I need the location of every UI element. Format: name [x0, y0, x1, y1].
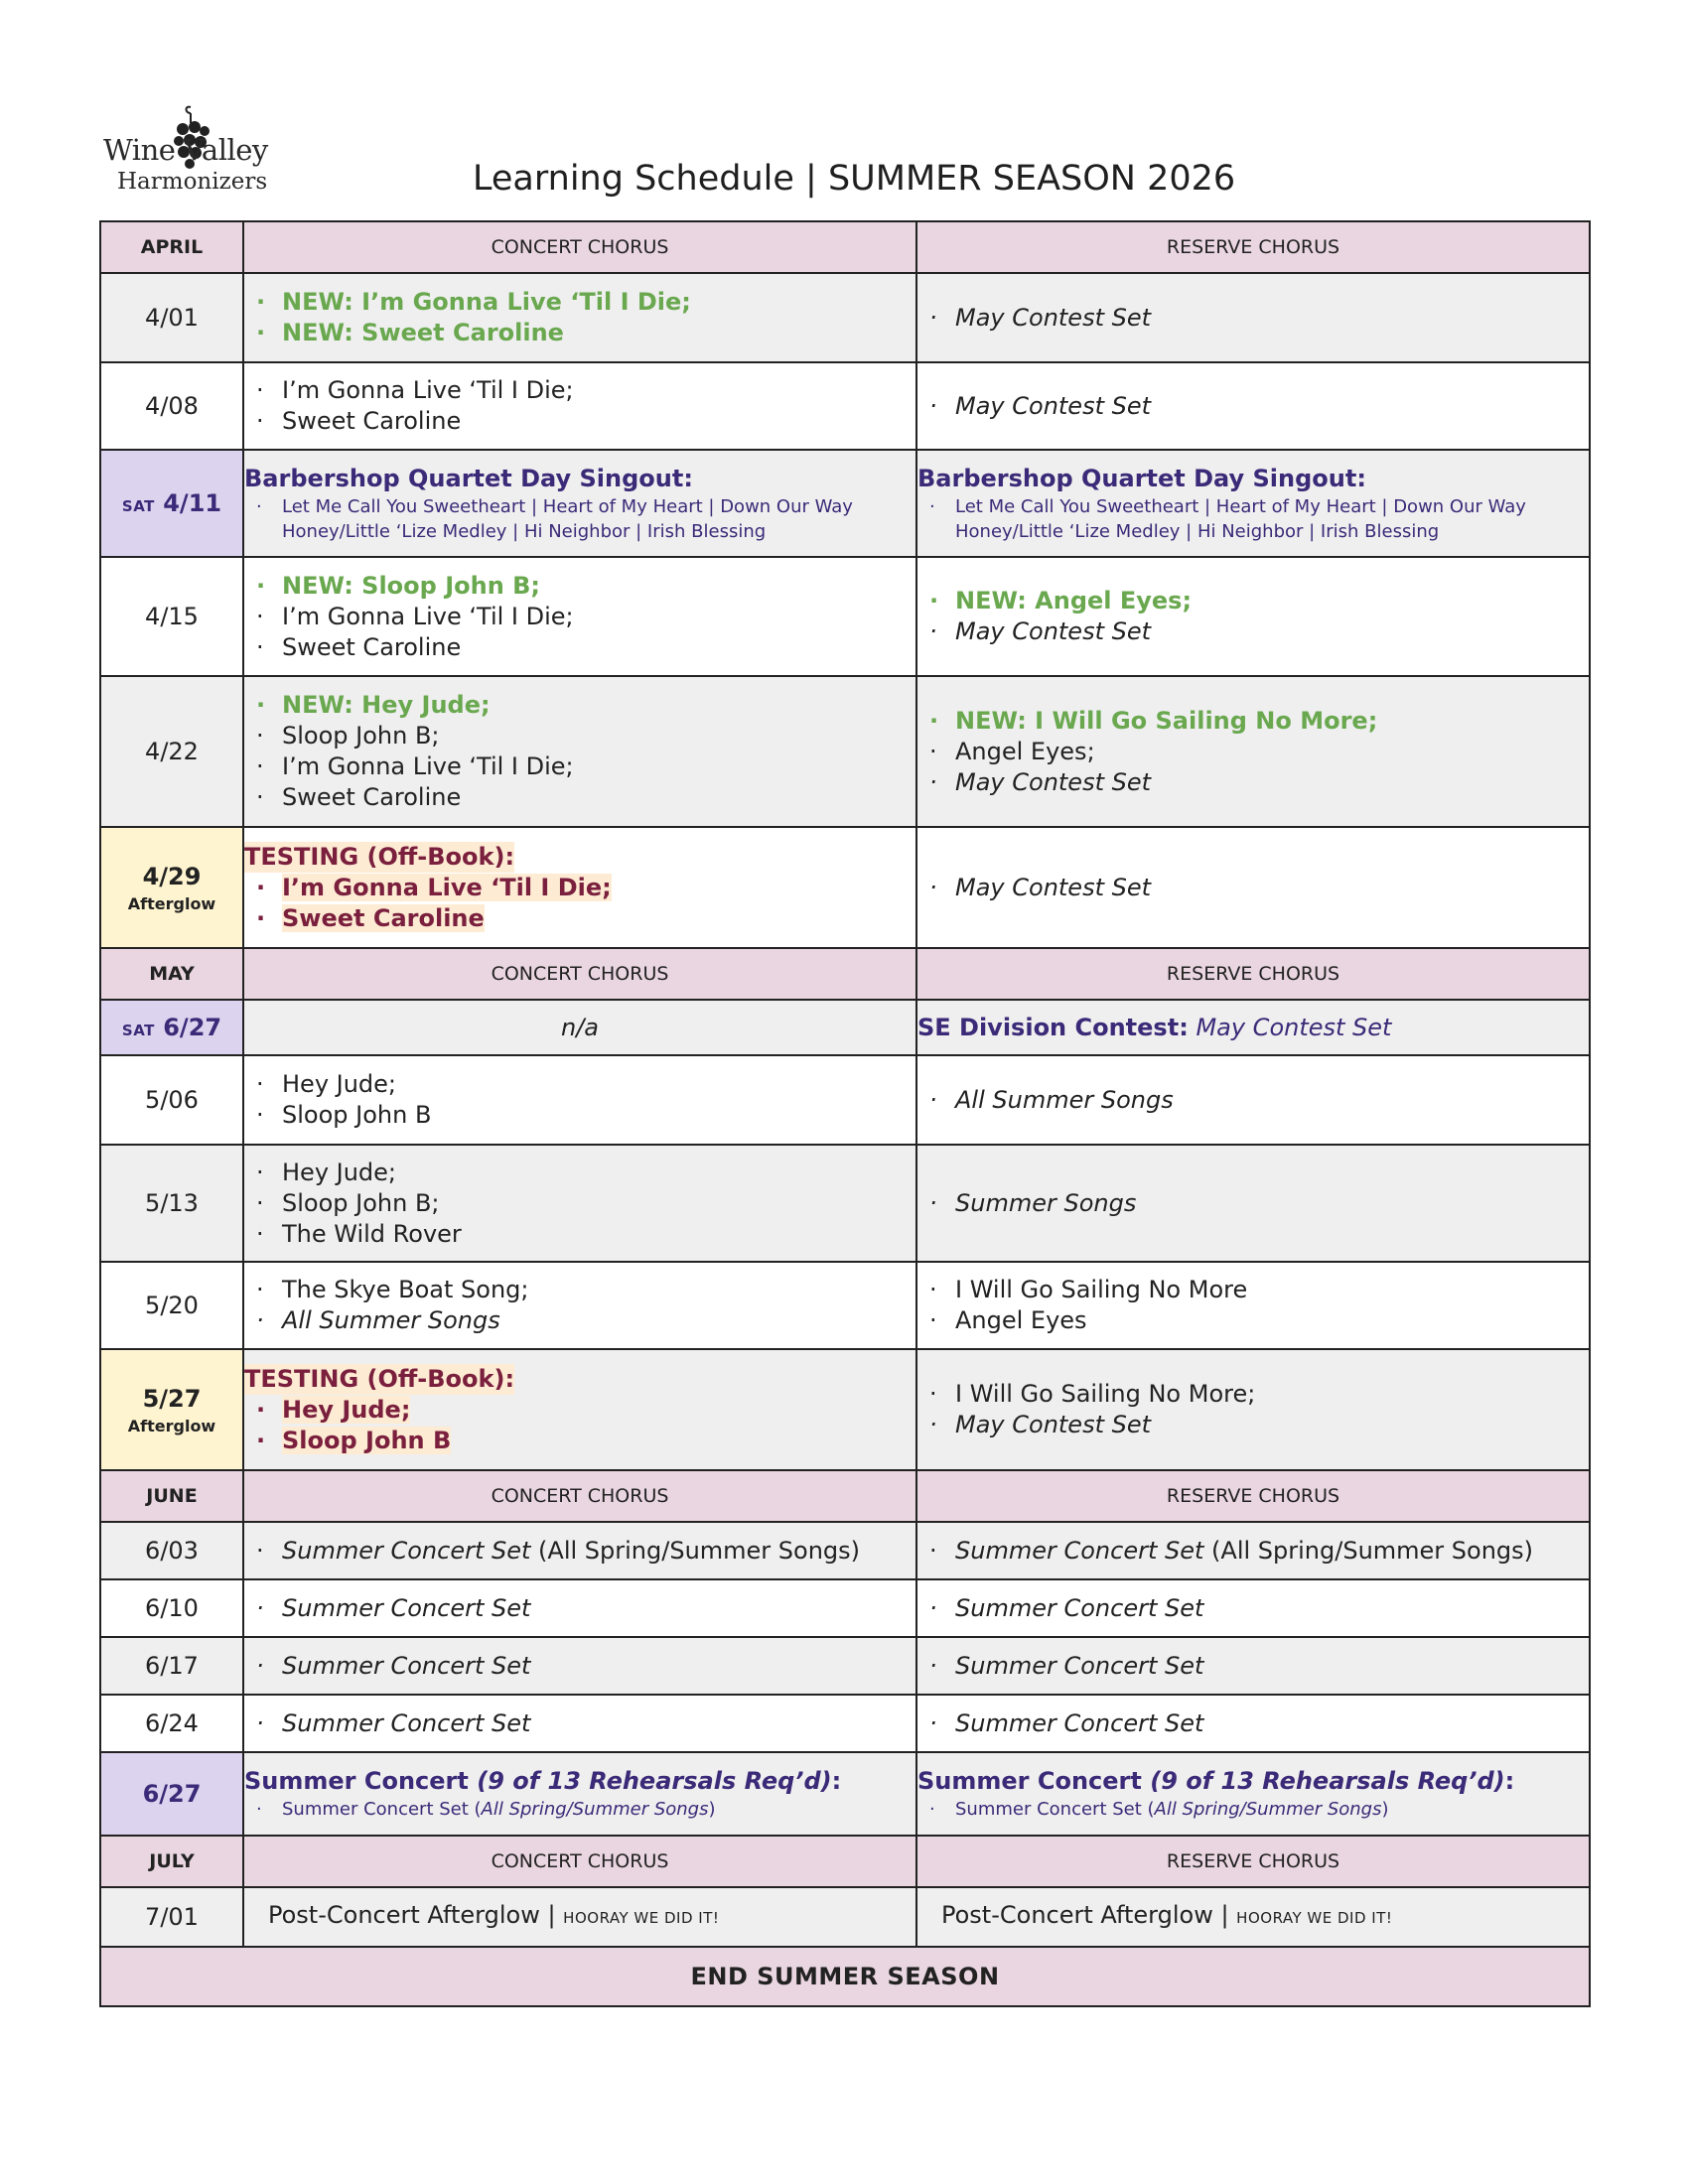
- date-cell: 6/03: [100, 1522, 243, 1579]
- song-item: · Angel Eyes: [917, 1305, 1589, 1336]
- song-list: Honey/Little ‘Lize Medley | Hi Neighbor | Irish Blessing: [955, 520, 1440, 542]
- song-item: · Summer Concert Set: [917, 1708, 1589, 1739]
- song-item: · Angel Eyes;: [917, 737, 1589, 767]
- reserve-chorus-header: RESERVE CHORUS: [916, 1836, 1590, 1887]
- concert-cell: [243, 1752, 916, 1836]
- title-text: Summer Concert: [917, 1767, 1151, 1795]
- concert-cell: [243, 1262, 916, 1349]
- concert-cell: n/a: [243, 1000, 916, 1055]
- table-row: [100, 362, 1590, 450]
- reserve-cell: [916, 1349, 1590, 1470]
- concert-cell: [243, 1695, 916, 1752]
- date-cell: 6/17: [100, 1637, 243, 1695]
- afterglow-text: Post-Concert Afterglow |: [941, 1901, 1237, 1929]
- table-row: [100, 1000, 1590, 1055]
- reserve-cell: [916, 273, 1590, 362]
- date-cell: 4/01: [100, 273, 243, 362]
- table-row: [100, 1522, 1590, 1579]
- song-item: · Summer Concert Set: [244, 1708, 915, 1739]
- date-cell: [100, 1000, 243, 1055]
- table-row: [100, 1579, 1590, 1637]
- afterglow-note: Afterglow: [127, 1416, 216, 1435]
- song-item: · I Will Go Sailing No More;: [917, 1379, 1589, 1410]
- table-row: [100, 676, 1590, 827]
- sat-label: SAT: [121, 1022, 155, 1039]
- reserve-cell: [916, 557, 1590, 676]
- table-row: [100, 1145, 1590, 1262]
- song-item: [244, 1536, 915, 1567]
- reserve-cell: [916, 362, 1590, 450]
- title-colon: :: [1504, 1767, 1515, 1795]
- concert-cell: [243, 273, 916, 362]
- month-header-july: [100, 1836, 1590, 1887]
- month-header-june: [100, 1470, 1590, 1522]
- title-colon: :: [831, 1767, 842, 1795]
- song-item: · May Contest Set: [917, 767, 1589, 798]
- concert-cell: [243, 1579, 916, 1637]
- date-cell: 5/20: [100, 1262, 243, 1349]
- sub-close: ): [708, 1799, 716, 1820]
- sub-text: Summer Concert Set (: [955, 1799, 1155, 1820]
- sub-italic: All Spring/Summer Songs: [1154, 1799, 1382, 1820]
- song-item: · Hey Jude;: [244, 1069, 915, 1100]
- title-requirement: (9 of 13 Rehearsals Req’d): [477, 1767, 832, 1795]
- event-title: Barbershop Quartet Day Singout:: [917, 464, 1366, 492]
- set-name: Summer Concert Set: [955, 1536, 1204, 1565]
- reserve-cell: [916, 827, 1590, 948]
- song-item: · May Contest Set: [917, 391, 1589, 422]
- song-text: Sloop John B: [282, 1426, 452, 1454]
- table-row: [100, 1695, 1590, 1752]
- month-label: APRIL: [100, 221, 243, 273]
- afterglow-note: Afterglow: [127, 893, 216, 913]
- song-item: · NEW: I’m Gonna Live ‘Til I Die;: [244, 287, 915, 318]
- date-cell: 5/06: [100, 1055, 243, 1145]
- table-row: [100, 1349, 1590, 1470]
- date-cell: 6/24: [100, 1695, 243, 1752]
- sub-text: Summer Concert Set (: [282, 1799, 482, 1820]
- song-item: · Summer Concert Set: [244, 1593, 915, 1624]
- reserve-cell: [916, 1695, 1590, 1752]
- song-item: · May Contest Set: [917, 616, 1589, 647]
- testing-title: TESTING (Off-Book):: [244, 1364, 515, 1393]
- song-item: · Sweet Caroline: [244, 782, 915, 813]
- song-item: · All Summer Songs: [917, 1085, 1589, 1116]
- date-label: 6/27: [163, 1014, 222, 1041]
- song-text: Sweet Caroline: [282, 903, 485, 932]
- concert-cell: [243, 1145, 916, 1262]
- concert-cell: [243, 1637, 916, 1695]
- table-row: [100, 557, 1590, 676]
- date-cell: 5/13: [100, 1145, 243, 1262]
- song-item: · Sloop John B;: [244, 721, 915, 751]
- hooray-text: HOORAY WE DID IT!: [1236, 1909, 1393, 1927]
- song-item: · Sloop John B: [244, 1100, 915, 1131]
- afterglow-text: Post-Concert Afterglow |: [268, 1901, 564, 1929]
- concert-cell: [243, 450, 916, 557]
- concert-chorus-header: CONCERT CHORUS: [243, 1836, 916, 1887]
- date-cell: 7/01: [100, 1887, 243, 1947]
- table-row: [100, 1262, 1590, 1349]
- date-label: 4/29: [142, 862, 202, 890]
- song-item: · NEW: Hey Jude;: [244, 690, 915, 721]
- song-item: [244, 873, 915, 903]
- song-item: · May Contest Set: [917, 1410, 1589, 1440]
- month-label: MAY: [100, 948, 243, 1000]
- schedule-table: [99, 220, 1591, 2007]
- date-label: 5/27: [142, 1384, 202, 1413]
- sub-close: ): [1381, 1799, 1389, 1820]
- concert-cell: [243, 362, 916, 450]
- reserve-cell: [916, 1579, 1590, 1637]
- date-cell: [100, 450, 243, 557]
- concert-chorus-header: CONCERT CHORUS: [243, 948, 916, 1000]
- reserve-chorus-header: RESERVE CHORUS: [916, 948, 1590, 1000]
- set-name: Summer Concert Set: [282, 1536, 531, 1565]
- song-item: [917, 1797, 1589, 1822]
- month-label: JUNE: [100, 1470, 243, 1522]
- reserve-cell: [916, 1752, 1590, 1836]
- date-cell: 6/10: [100, 1579, 243, 1637]
- table-row: [100, 273, 1590, 362]
- song-item: · I’m Gonna Live ‘Til I Die;: [244, 602, 915, 632]
- concert-cell: [243, 1349, 916, 1470]
- event-title: Barbershop Quartet Day Singout:: [244, 464, 693, 492]
- table-row: [100, 827, 1590, 948]
- set-note: (All Spring/Summer Songs): [1211, 1536, 1534, 1565]
- date-cell: [100, 1349, 243, 1470]
- song-item: [244, 1426, 915, 1456]
- song-item: · Summer Songs: [917, 1188, 1589, 1219]
- date-label: 4/11: [163, 489, 222, 517]
- table-row: [100, 1887, 1590, 1947]
- page-title: Learning Schedule | SUMMER SEASON 2026: [473, 159, 1236, 199]
- event-title: [244, 1766, 915, 1797]
- concert-cell: [243, 676, 916, 827]
- logo-text-line1: Wine Valley: [103, 133, 268, 167]
- song-item: · I’m Gonna Live ‘Til I Die;: [244, 751, 915, 782]
- song-text: Hey Jude;: [282, 1395, 411, 1424]
- set-note: (All Spring/Summer Songs): [538, 1536, 861, 1565]
- song-item: · Summer Concert Set: [917, 1593, 1589, 1624]
- song-item: · Sloop John B;: [244, 1188, 915, 1219]
- concert-cell: [243, 1055, 916, 1145]
- song-text: I’m Gonna Live ‘Til I Die;: [282, 873, 612, 901]
- song-item: [917, 1536, 1589, 1567]
- song-item: [244, 903, 915, 934]
- logo: [99, 103, 298, 199]
- song-item: [244, 1797, 915, 1822]
- concert-cell: [243, 557, 916, 676]
- event-title: SE Division Contest:: [917, 1013, 1189, 1041]
- song-item: · May Contest Set: [917, 873, 1589, 903]
- title-text: Summer Concert: [244, 1767, 478, 1795]
- date-cell: 6/27: [100, 1752, 243, 1836]
- table-row: [100, 1055, 1590, 1145]
- reserve-chorus-header: RESERVE CHORUS: [916, 221, 1590, 273]
- concert-cell: [243, 1887, 916, 1947]
- month-header-may: [100, 948, 1590, 1000]
- end-season-label: END SUMMER SEASON: [100, 1947, 1590, 2006]
- song-item: · Sweet Caroline: [244, 632, 915, 663]
- reserve-cell: [916, 1145, 1590, 1262]
- month-label: JULY: [100, 1836, 243, 1887]
- reserve-cell: [916, 1055, 1590, 1145]
- date-cell: [100, 827, 243, 948]
- logo-text-line2: Harmonizers: [117, 169, 268, 195]
- reserve-cell: [916, 1262, 1590, 1349]
- end-row: [100, 1947, 1590, 2006]
- date-cell: 4/08: [100, 362, 243, 450]
- reserve-cell: [916, 450, 1590, 557]
- reserve-cell: [916, 1000, 1590, 1055]
- reserve-cell: [916, 676, 1590, 827]
- concert-chorus-header: CONCERT CHORUS: [243, 221, 916, 273]
- song-item: · Summer Concert Set: [244, 1651, 915, 1682]
- date-cell: 4/22: [100, 676, 243, 827]
- concert-cell: [243, 827, 916, 948]
- title-requirement: (9 of 13 Rehearsals Req’d): [1150, 1767, 1505, 1795]
- song-item: · NEW: Angel Eyes;: [917, 586, 1589, 616]
- song-item: · All Summer Songs: [244, 1305, 915, 1336]
- month-header-april: [100, 221, 1590, 273]
- reserve-cell: [916, 1522, 1590, 1579]
- song-item: · May Contest Set: [917, 303, 1589, 334]
- song-item: · NEW: Sloop John B;: [244, 571, 915, 602]
- song-item: · The Wild Rover: [244, 1219, 915, 1250]
- table-row: [100, 450, 1590, 557]
- song-item: · NEW: Sweet Caroline: [244, 318, 915, 348]
- reserve-chorus-header: RESERVE CHORUS: [916, 1470, 1590, 1522]
- sat-label: SAT: [121, 497, 155, 515]
- reserve-cell: [916, 1887, 1590, 1947]
- song-item: · Sweet Caroline: [244, 406, 915, 437]
- song-item: · NEW: I Will Go Sailing No More;: [917, 706, 1589, 737]
- concert-chorus-header: CONCERT CHORUS: [243, 1470, 916, 1522]
- song-item: · Hey Jude;: [244, 1158, 915, 1188]
- song-item: [244, 1395, 915, 1426]
- song-item: · The Skye Boat Song;: [244, 1275, 915, 1305]
- song-list: · Let Me Call You Sweetheart | Heart of My Heart | Down Our Way: [917, 494, 1589, 519]
- event-title: [917, 1766, 1589, 1797]
- table-row: [100, 1752, 1590, 1836]
- reserve-cell: [916, 1637, 1590, 1695]
- concert-cell: [243, 1522, 916, 1579]
- table-row: [100, 1637, 1590, 1695]
- song-list: · Let Me Call You Sweetheart | Heart of My Heart | Down Our Way: [244, 494, 915, 519]
- date-cell: 4/15: [100, 557, 243, 676]
- testing-title: TESTING (Off-Book):: [244, 842, 515, 871]
- event-set: May Contest Set: [1196, 1013, 1392, 1041]
- song-list: Honey/Little ‘Lize Medley | Hi Neighbor | Irish Blessing: [282, 520, 767, 542]
- song-item: · I’m Gonna Live ‘Til I Die;: [244, 375, 915, 406]
- sub-italic: All Spring/Summer Songs: [481, 1799, 709, 1820]
- song-item: · Summer Concert Set: [917, 1651, 1589, 1682]
- hooray-text: HOORAY WE DID IT!: [563, 1909, 720, 1927]
- song-item: · I Will Go Sailing No More: [917, 1275, 1589, 1305]
